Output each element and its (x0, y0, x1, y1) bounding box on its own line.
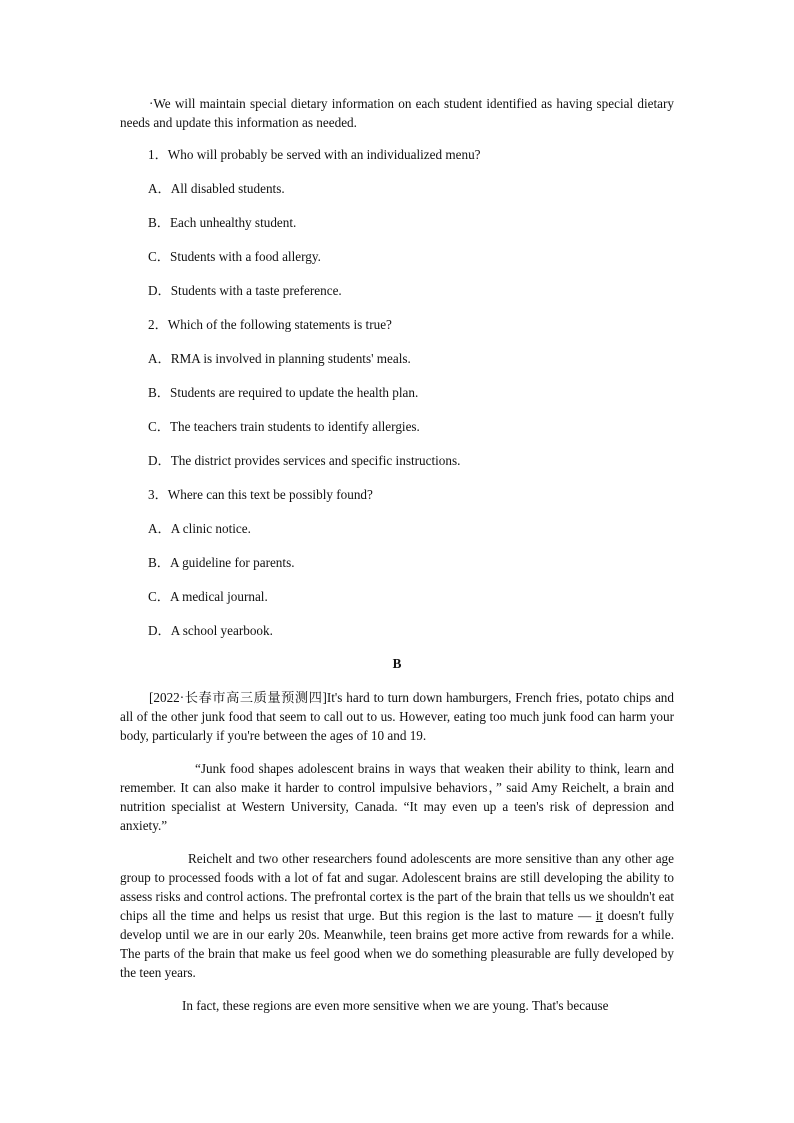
intro-paragraph: ·We will maintain special dietary information on each student identified as having special dietary needs and update this information as needed. (120, 96, 674, 130)
option-d: D．The district provides services and specific instructions. (148, 453, 461, 468)
option-c: C．Students with a food allergy. (148, 249, 321, 264)
underlined-word: it (595, 908, 604, 923)
option-a: A．A clinic notice. (148, 521, 251, 536)
option-b: B．A guideline for parents. (148, 555, 295, 570)
question-stem: 3．Where can this text be possibly found? (148, 487, 373, 502)
question-2 (120, 315, 674, 470)
question-3 (120, 485, 674, 640)
paragraph-text: doesn't fully develop until we are in our early 20s. Meanwhile, teen brains get more active from rewards for a while. The parts of the brain that make us feel good when we do something pleasurable are fully developed by the teen years. (120, 908, 674, 980)
paragraph-text: Reichelt and two other researchers found adolescents are more sensitive than any other age group to processed foods with a lot of fat and sugar. Adolescent brains are still developing the ability to assess risks and control actions. The prefrontal cortex is the part of the brain that tells us we shouldn't eat chips all the time and helps us resist that urge. But this region is the last to mature — (120, 851, 674, 923)
passage-paragraph-2: “Junk food shapes adolescent brains in ways that weaken their ability to think, learn and remember. It can also make it harder to control impulsive behaviors，” said Amy Reichelt, a brain and nutrition specialist at Western University, Canada. “It may even up a teen's risk of depression and anxiety.” (120, 761, 674, 833)
page-content (120, 94, 674, 1015)
passage-paragraph-3 (120, 849, 674, 982)
option-a: A．All disabled students. (148, 181, 285, 196)
option-d: D．Students with a taste preference. (148, 283, 342, 298)
option-a: A．RMA is involved in planning students' meals. (148, 351, 411, 366)
question-stem: 1．Who will probably be served with an individualized menu? (148, 147, 481, 162)
question-stem: 2．Which of the following statements is true? (148, 317, 392, 332)
passage-paragraph-1: [2022·长春市高三质量预测四]It's hard to turn down hamburgers, French fries, potato chips and all of the other junk food that seem to call out to us. However, eating too much junk food can harm your body, particularly if you're between the ages of 10 and 19. (120, 690, 674, 743)
question-1 (120, 145, 674, 300)
passage-paragraph-4: In fact, these regions are even more sensitive when we are young. That's because (182, 998, 609, 1013)
option-c: C．The teachers train students to identify allergies. (148, 419, 420, 434)
section-heading: B (392, 656, 402, 671)
option-b: B．Each unhealthy student. (148, 215, 297, 230)
option-d: D．A school yearbook. (148, 623, 273, 638)
option-b: B．Students are required to update the health plan. (148, 385, 419, 400)
option-c: C．A medical journal. (148, 589, 268, 604)
